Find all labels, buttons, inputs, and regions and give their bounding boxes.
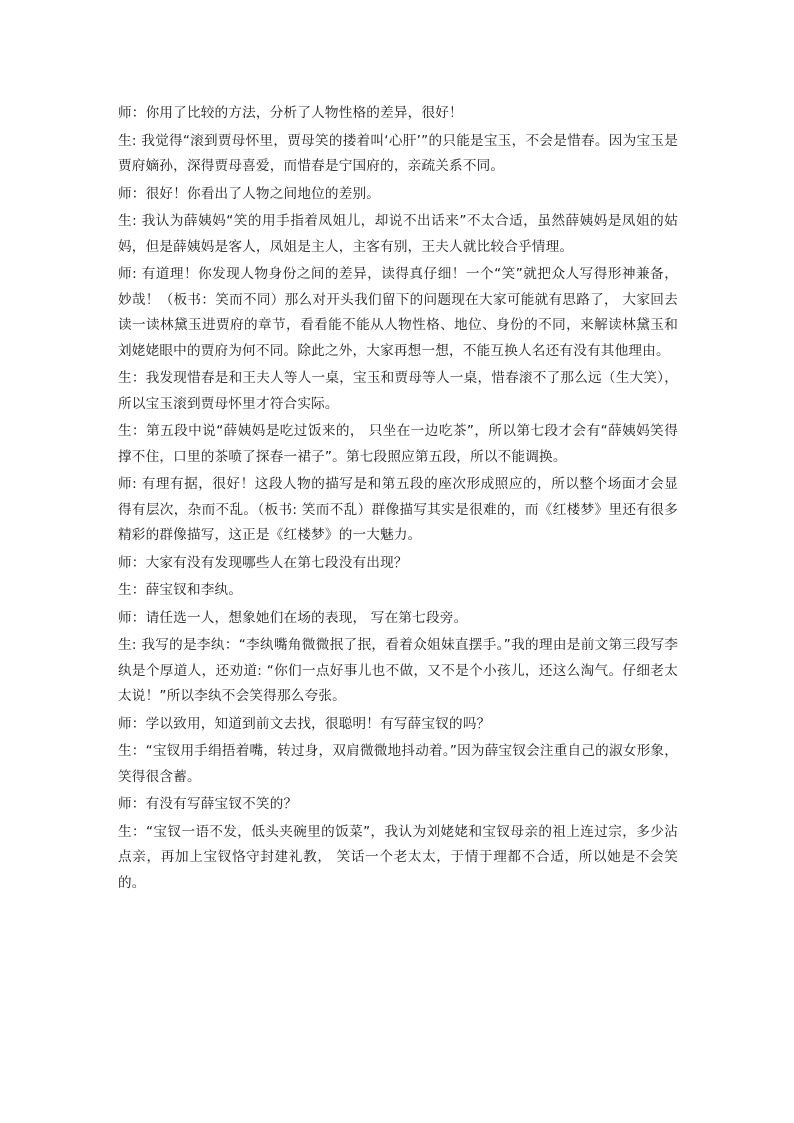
paragraph: 生：薛宝钗和李纨。 <box>118 582 243 598</box>
paragraph: 生：第五段中说“薛姨妈是吃过饭来的， 只坐在一边吃茶”，所以第七段才会有“薛姨妈笑得撑不住，口里的茶喷了探春一裙子”。第七段照应第五段，所以不能调换。 <box>118 423 678 465</box>
paragraph: 师: 有理有据，很好！这段人物的描写是和第五段的座次形成照应的，所以整个场面才会显得有层次，杂而不乱。（板书: 笑而不乱）群像描写其实是很难的，而《红楼梦》里还有很多精彩的群像描写，这正是《红楼梦》的一大魅力。 <box>118 476 678 543</box>
paragraph: 生: 我写的是李纨：“李纨嘴角微微抿了抿，看着众姐妹直摆手。”我的理由是前文第三段写李纨是个厚道人，还劝道: “你们一点好事儿也不做，又不是个小孩儿，还这么淘气。仔细老太太说！”所以李纨不会笑得那么夸张。 <box>118 637 678 704</box>
paragraph: 生：“宝钗用手绢捂着嘴，转过身，双肩微微地抖动着。”因为薛宝钗会注重自己的淑女形象，笑得很含蓄。 <box>118 743 678 785</box>
paragraph: 师: 有道理！你发现人物身份之间的差异，读得真仔细！一个“笑”就把众人写得形神兼备，妙哉！（板书：笑而不同）那么对开头我们留下的问题现在大家可能就有思路了， 大家回去读一读林黛玉进贾府的章节，看看能不能从人物性格、地位、身份的不同，来解读林黛玉和刘姥姥眼中的贾府为何不同。除此之外，大家再想一想，不能互换人名还有没有其他理由。 <box>118 266 678 359</box>
paragraph: 师：很好！你看出了人物之间地位的差别。 <box>118 185 381 202</box>
paragraph: 师：你用了比较的方法，分析了人物性格的差异，很好！ <box>118 105 463 121</box>
paragraph: 师：请任选一人，想象她们在场的表现， 写在第七段旁。 <box>118 609 468 626</box>
paragraph: 生：“宝钗一语不发，低头夹碗里的饭菜”，我认为刘姥姥和宝钗母亲的祖上连过宗，多少沾点亲，再加上宝钗恪守封建礼教， 笑话一个老太太，于情于理都不合适，所以她是不会笑的。 <box>118 823 678 891</box>
paragraph: 师：学以致用，知道到前文去找，很聪明！有写薛宝钗的吗？ <box>118 715 491 732</box>
paragraph: 师：大家有没有发现哪些人在第七段没有出现？ <box>118 554 408 571</box>
paragraph: 生：我发现惜春是和王夫人等人一桌，宝玉和贾母等人一桌，惜春滚不了那么远（生大笑），所以宝玉滚到贾母怀里才符合实际。 <box>118 370 678 412</box>
document-body <box>118 101 678 898</box>
paragraph: 生: 我认为薛姨妈“笑的用手指着凤姐儿，却说不出话来”不太合适，虽然薛姨妈是凤姐的姑妈，但是薛姨妈是客人，凤姐是主人，主客有别，王夫人就比较合乎情理。 <box>118 213 678 255</box>
paragraph: 师：有没有写薛宝钗不笑的？ <box>118 796 298 812</box>
paragraph: 生: 我觉得“滚到贾母怀里，贾母笑的搂着叫‘心肝’”的只能是宝玉，不会是惜春。因为宝玉是贾府嫡孙，深得贾母喜爱，而惜春是宁国府的，亲疏关系不同。 <box>118 132 678 174</box>
